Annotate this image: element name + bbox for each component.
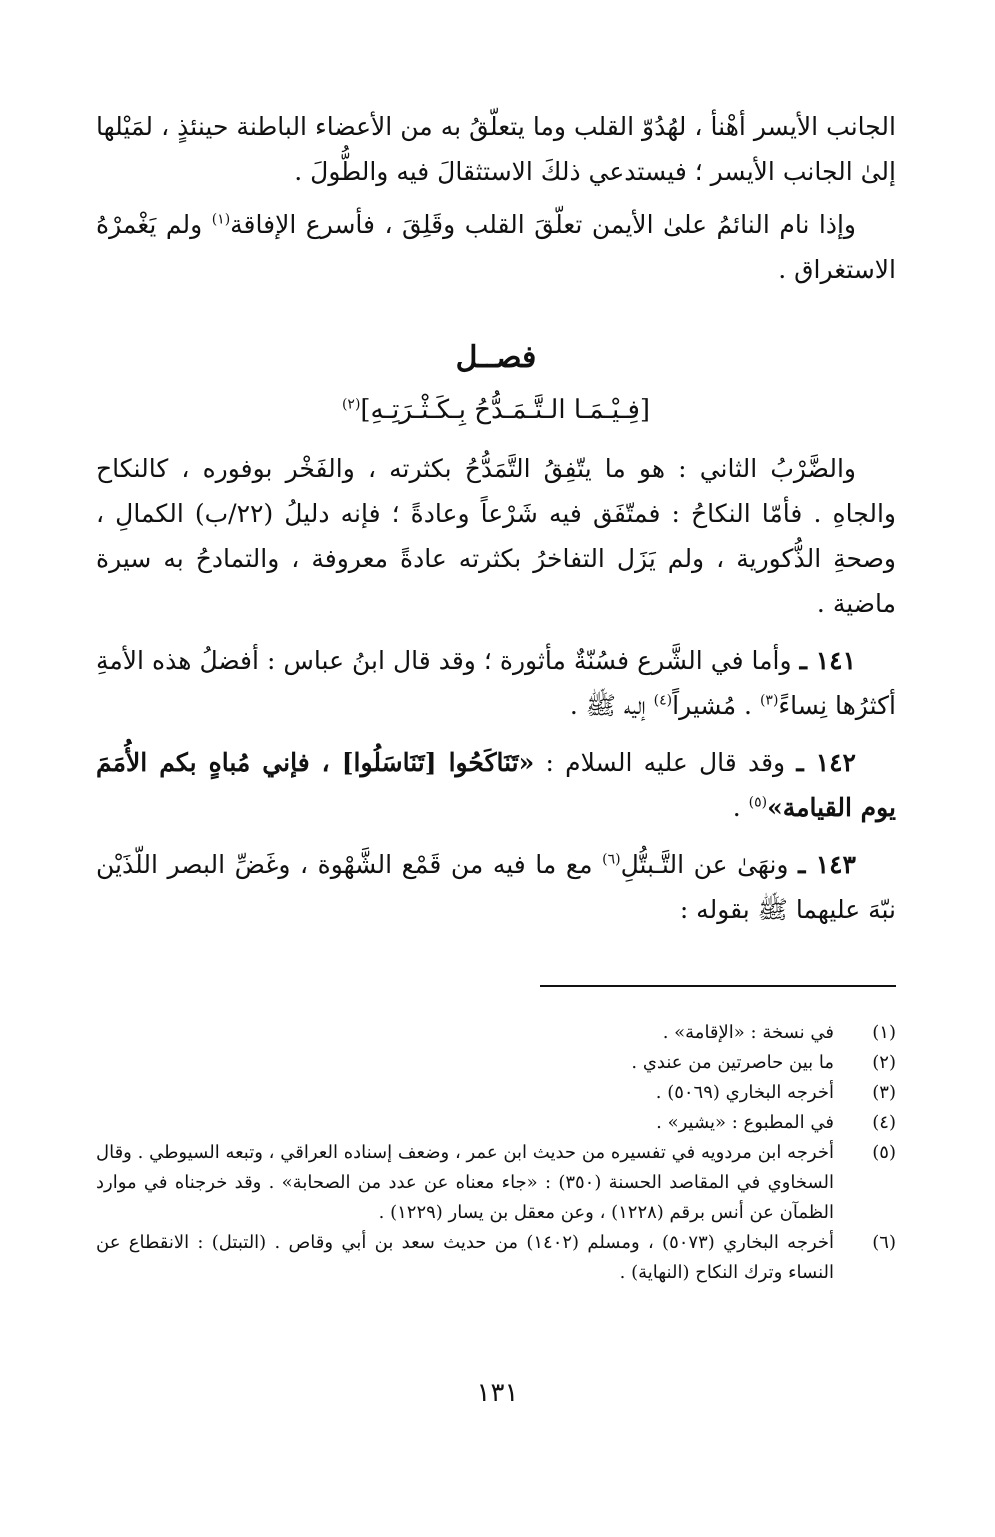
footnote-item [96,1018,896,1048]
footnote-ref-6: (٦) [602,851,621,868]
footnote-number: (١) [872,1022,896,1043]
footnote-item [96,1108,896,1138]
section-title: فصــل [455,340,537,375]
footnote-item [96,1228,896,1288]
footnote-text: أخرجه البخاري (٥٠٦٩) . [655,1082,834,1103]
footnote-text: أخرجه البخاري (٥٠٧٣) ، ومسلم (١٤٠٢) من حديث سعد بن أبي وقاص . (التبتل) : الانقطاع عن النساء وترك النكاح (النهاية) . [96,1232,835,1283]
paragraph-2-text-b: ولم يَغْمرْهُ الاستغراق . [96,210,896,284]
hadith-quote: «تَنَاكَحُوا [تَنَاسَلُوا] ، فإني مُباهٍ بكم الأُمَمَ يوم القيامة» [96,748,896,822]
footnote-item [96,1078,896,1108]
footnote-number: (٥) [872,1142,896,1163]
paragraph-number-142: ١٤٢ ـ [796,748,856,777]
footnote-item [96,1138,896,1228]
footnote-item [96,1048,896,1078]
paragraph-142 [96,740,896,830]
paragraph-141-text-b: . مُشيراً [672,691,760,720]
footnote-ref-5: (٥) [748,794,768,811]
paragraph-141 [96,638,896,728]
paragraph-143 [96,842,896,932]
paragraph-143-text-b: مع ما فيه من قَمْع الشَّهْوة ، وغَضِّ البصر اللّذَيْن نبّهَ عليهما ﷺ بقوله : [96,850,896,924]
paragraph-number-141: ١٤١ ـ [799,646,857,675]
footnotes [96,1018,896,1288]
footnote-number: (٢) [872,1052,896,1073]
paragraph-2 [96,202,896,292]
section-subtitle-text: [فِـيْـمَـا الـتَّـمَـدُّحُ بِـكَـثْـرَتِـهِ] [360,395,651,425]
footnote-text: في نسخة : «الإقامة» . [662,1022,834,1043]
footnote-number: (٤) [872,1112,896,1133]
footnote-separator [540,985,896,987]
footnote-number: (٣) [872,1082,896,1103]
paragraph-141-text-a: وأما في الشَّرع فسُنّةٌ مأثورة ؛ وقد قال ابنُ عباس : أفضلُ هذه الأمةِ أكثرُها نِساءً [96,646,896,720]
footnote-ref-4: (٤) [653,692,673,709]
paragraph-number-143: ١٤٣ ـ [798,850,856,879]
footnote-text: ما بين حاصرتين من عندي . [631,1052,834,1073]
paragraph-3: والضَّرْبُ الثاني : هو ما يتّفِقُ التَّمَدُّحُ بكثرته ، والفَخْر بوفوره ، كالنكاح والجاهِ . فأمّا النكاحُ : فمتّفَق فيه شَرْعاً وعادةً ؛ فإنه دليلُ (٢٢/ب) الكمالِ ، وصحةِ الذُّكورية ، ولم يَزَل التفاخرُ بكثرته عادةً معروفة ، والتمادحُ به سيرة ماضية . [96,454,896,618]
paragraph-142-text-a: وقد قال عليه السلام : [534,748,797,777]
footnote-ref-3: (٣) [759,692,779,709]
page-number: ١٣١ [476,1378,519,1408]
paragraph-143-text-a: ونهَىٰ عن التَّـبتُّلِ [620,850,799,879]
paragraph-1: الجانب الأيسر أهْنأ ، لهُدُوّ القلب وما يتعلّقُ به من الأعضاء الباطنة حينئذٍ ، لمَيْلها إلىٰ الجانب الأيسر ؛ فيستدعي ذلكَ الاستثقالَ فيه والطُّولَ . [96,112,896,186]
footnote-ref-1: (١) [211,211,231,228]
paragraph-141-text-c: إليه ﷺ . [569,691,654,720]
section-subtitle [96,388,896,432]
footnote-text: في المطبوع : «يشير» . [656,1112,834,1133]
separator-line [540,985,896,987]
footnote-text: أخرجه ابن مردويه في تفسيره من حديث ابن عمر ، وضعف إسناده العراقي ، وتبعه السيوطي . وقال السخاوي في المقاصد الحسنة (٣٥٠) : «جاء معناه عن عدد من الصحابة» . وقد خرجناه في موارد الظمآن عن أنس برقم (١٢٢٨) ، وعن معقل بن يسار (١٢٢٩) . [96,1142,834,1223]
footnote-number: (٦) [872,1232,896,1253]
paragraph-142-end: . [732,793,749,822]
footnote-ref-2: (٢) [341,396,361,413]
paragraph-2-text-a: وإذا نام النائمُ علىٰ الأيمن تعلّقَ القلب وقَلِقَ ، فأسرع الإفاقة [230,210,856,239]
page-body [96,104,896,944]
